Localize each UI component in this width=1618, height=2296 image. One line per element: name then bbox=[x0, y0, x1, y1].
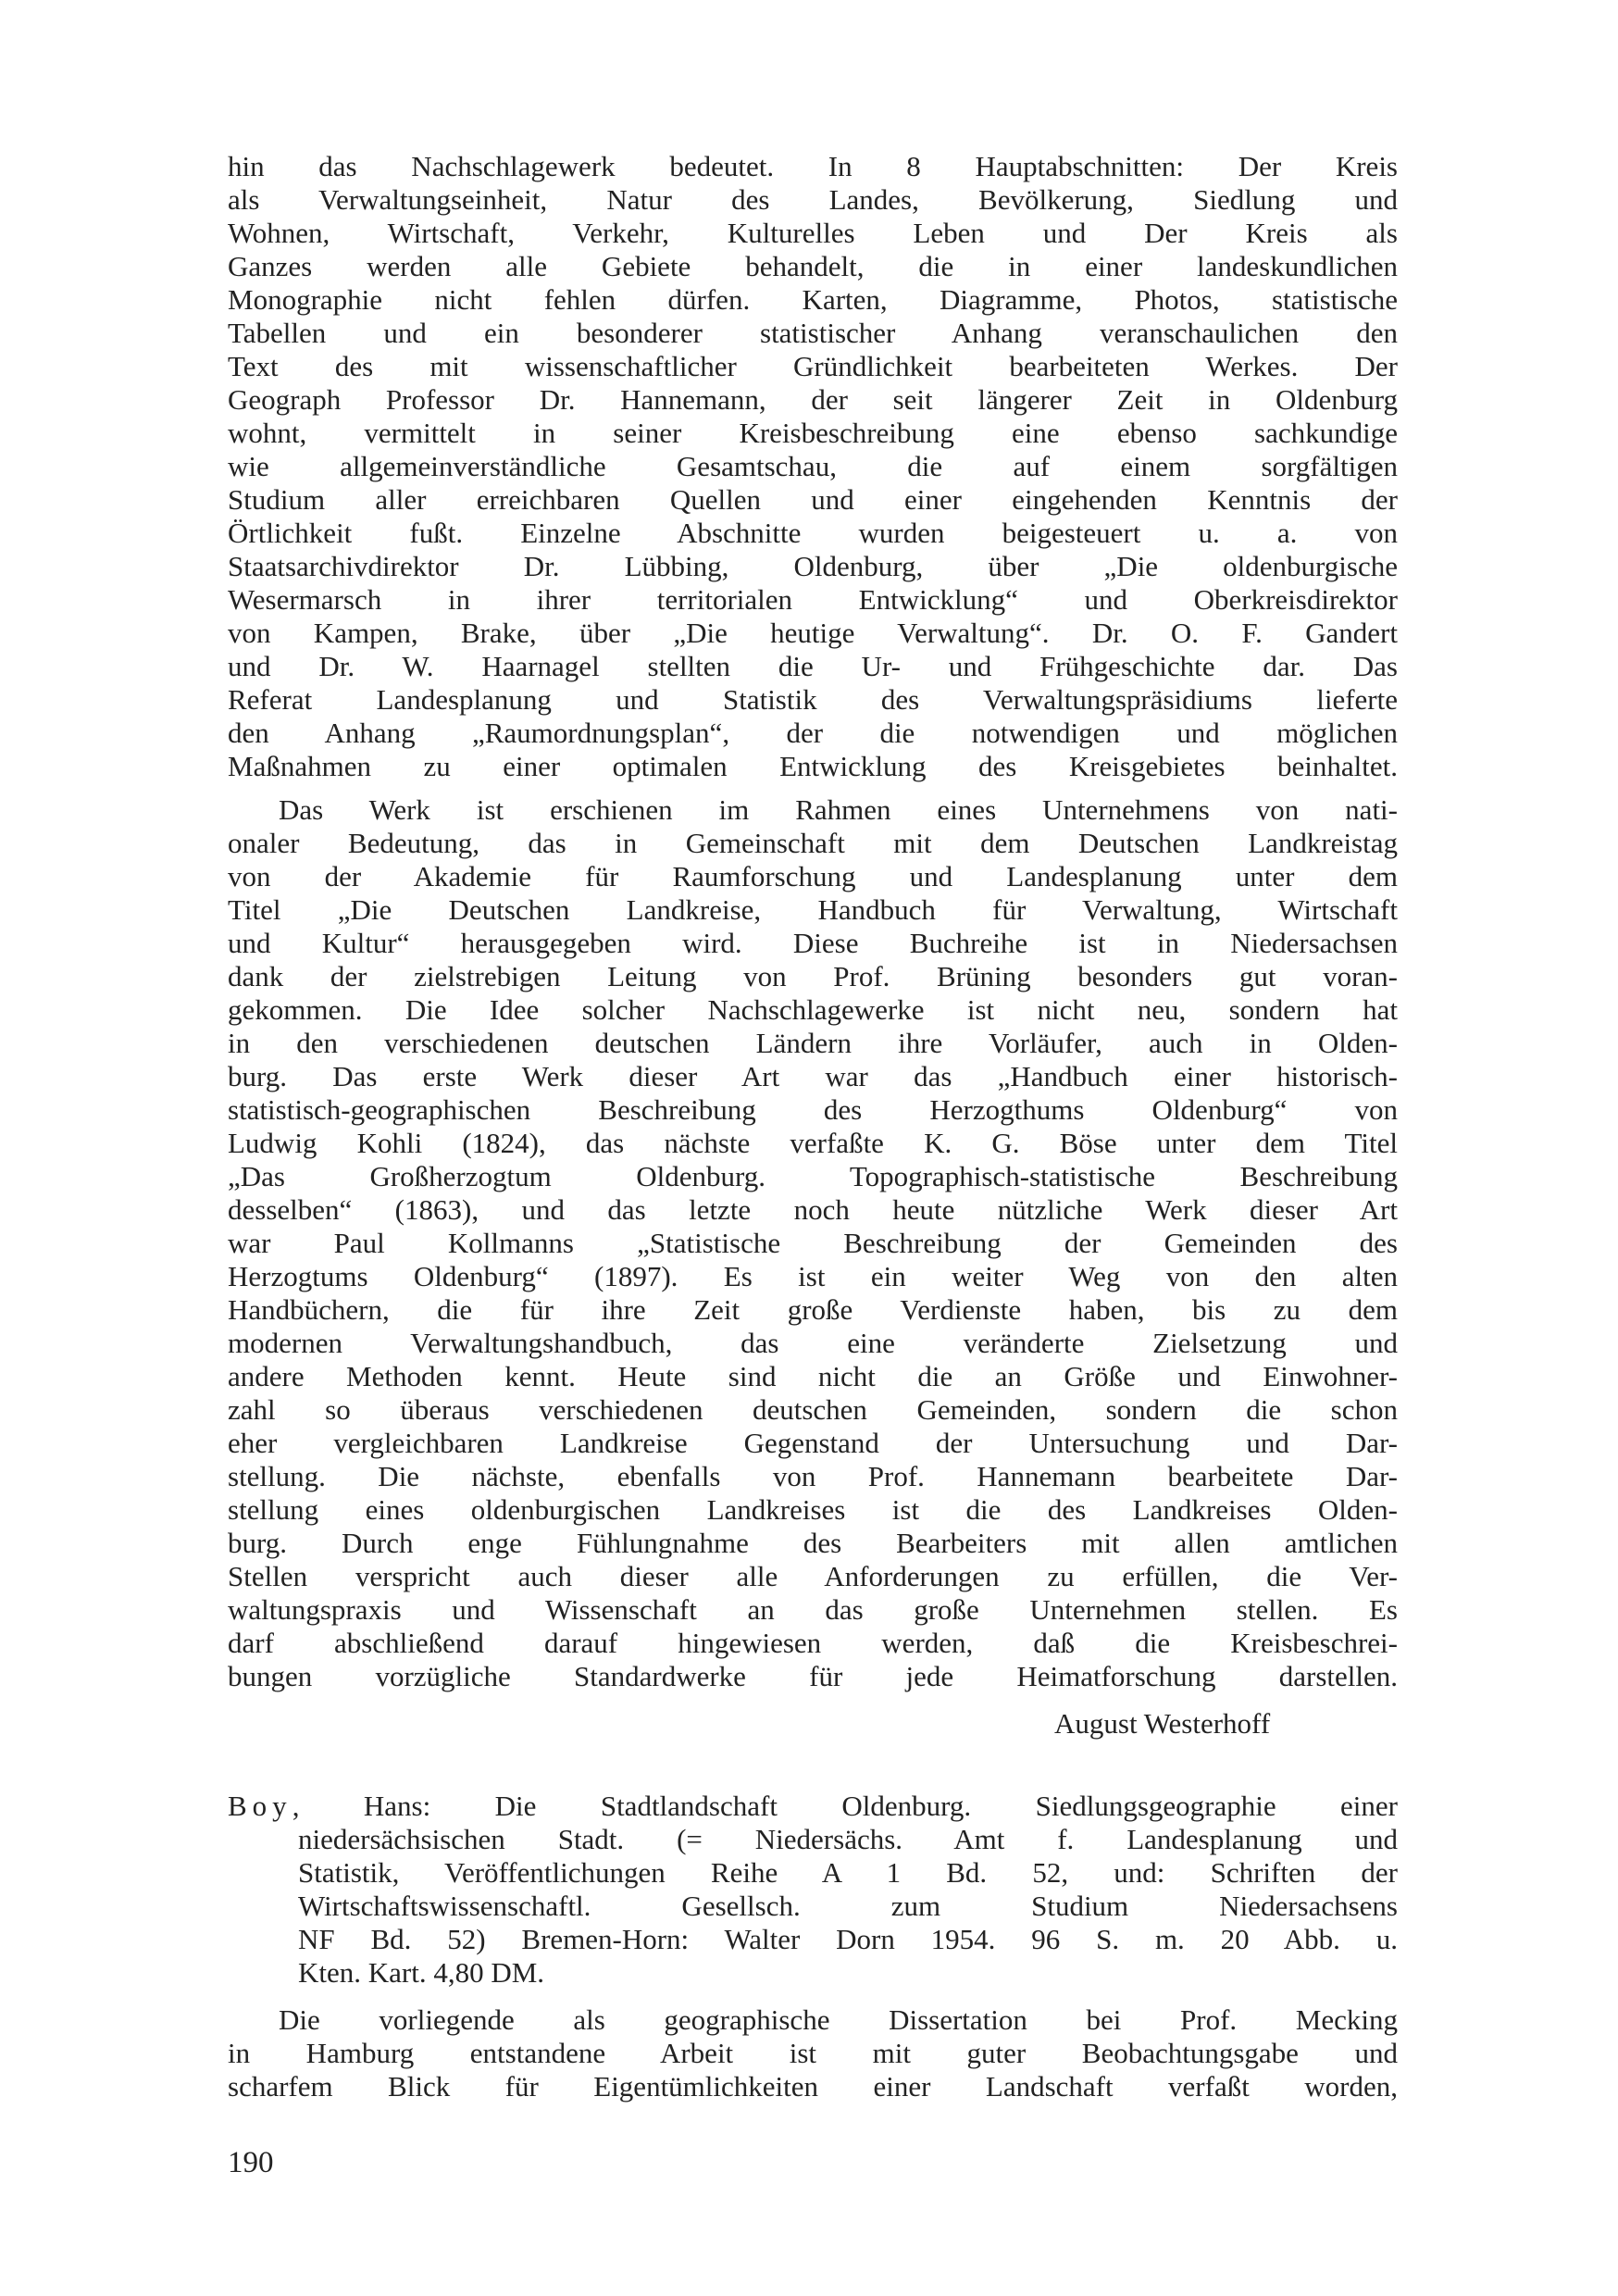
text-line: „Das Großherzogtum Oldenburg. Topographisch-statistische Beschreibung bbox=[228, 1160, 1398, 1192]
text-line: desselben“ (1863), und das letzte noch heute nützliche Werk dieser Art bbox=[228, 1193, 1398, 1226]
text-line: Kten. Kart. 4,80 DM. bbox=[298, 1956, 545, 1989]
text-line: Statistik, Veröffentlichungen Reihe A 1 Bd. 52, und: Schriften der bbox=[298, 1856, 1398, 1889]
page-number: 190 bbox=[228, 2146, 274, 2179]
text-line: eher vergleichbaren Landkreise Gegenstand der Untersuchung und Dar- bbox=[228, 1427, 1398, 1459]
text-line: zahl so überaus verschiedenen deutschen Gemeinden, sondern die schon bbox=[228, 1393, 1398, 1426]
text-line: von der Akademie für Raumforschung und Landesplanung unter dem bbox=[228, 860, 1398, 892]
text-line: darf abschließend darauf hingewiesen werden, daß die Kreisbeschrei- bbox=[228, 1627, 1398, 1659]
text-line: als Verwaltungseinheit, Natur des Landes, Bevölkerung, Siedlung und bbox=[228, 183, 1398, 216]
text-line: war Paul Kollmanns „Statistische Beschreibung der Gemeinden des bbox=[228, 1227, 1398, 1259]
text-line: Titel „Die Deutschen Landkreise, Handbuch für Verwaltung, Wirtschaft bbox=[228, 893, 1398, 926]
text-line: Tabellen und ein besonderer statistischer Anhang veranschaulichen den bbox=[228, 317, 1398, 349]
bibliography-entry bbox=[228, 1790, 1398, 1990]
text-line: Örtlichkeit fußt. Einzelne Abschnitte wurden beigesteuert u. a. von bbox=[228, 517, 1398, 549]
text-line: und Kultur“ herausgegeben wird. Diese Buchreihe ist in Niedersachsen bbox=[228, 927, 1398, 959]
text-line: Studium aller erreichbaren Quellen und einer eingehenden Kenntnis der bbox=[228, 483, 1398, 516]
text-line: Staatsarchivdirektor Dr. Lübbing, Oldenburg, über „Die oldenburgische bbox=[228, 550, 1398, 582]
text-line: modernen Verwaltungshandbuch, das eine veränderte Zielsetzung und bbox=[228, 1327, 1398, 1359]
text-line: Referat Landesplanung und Statistik des Verwaltungspräsidiums lieferte bbox=[228, 683, 1398, 716]
text-line: burg. Das erste Werk dieser Art war das „Handbuch einer historisch- bbox=[228, 1060, 1398, 1092]
review-paragraph-2 bbox=[228, 793, 1398, 1693]
bibliography-title: , Hans: Die Stadtlandschaft Oldenburg. Siedlungsgeographie einer bbox=[292, 1790, 1398, 1822]
text-line: statistisch-geographischen Beschreibung des Herzogthums Oldenburg“ von bbox=[228, 1093, 1398, 1126]
text-line: Ludwig Kohli (1824), das nächste verfaßte K. G. Böse unter dem Titel bbox=[228, 1127, 1398, 1159]
review-paragraph-continuation bbox=[228, 150, 1398, 783]
text-line: Ganzes werden alle Gebiete behandelt, die in einer landeskundlichen bbox=[228, 250, 1398, 282]
text-line: NF Bd. 52) Bremen-Horn: Walter Dorn 1954. 96 S. m. 20 Abb. u. bbox=[298, 1923, 1398, 1955]
text-line: hin das Nachschlagewerk bedeutet. In 8 Hauptabschnitten: Der Kreis bbox=[228, 150, 1398, 182]
text-line: niedersächsischen Stadt. (= Niedersächs. Amt f. Landesplanung und bbox=[298, 1823, 1398, 1855]
text-line: Das Werk ist erschienen im Rahmen eines Unternehmens von nati- bbox=[279, 793, 1398, 826]
text-line: Herzogtums Oldenburg“ (1897). Es ist ein weiter Weg von den alten bbox=[228, 1260, 1398, 1292]
text-line: von Kampen, Brake, über „Die heutige Verwaltung“. Dr. O. F. Gandert bbox=[228, 617, 1398, 649]
text-line: Monographie nicht fehlen dürfen. Karten, Diagramme, Photos, statistische bbox=[228, 283, 1398, 316]
text-line: bungen vorzügliche Standardwerke für jede Heimatforschung darstellen. bbox=[228, 1660, 1398, 1692]
text-line: Wohnen, Wirtschaft, Verkehr, Kulturelles Leben und Der Kreis als bbox=[228, 217, 1398, 249]
text-line: andere Methoden kennt. Heute sind nicht die an Größe und Einwohner- bbox=[228, 1360, 1398, 1392]
text-line: Stellen verspricht auch dieser alle Anforderungen zu erfüllen, die Ver- bbox=[228, 1560, 1398, 1592]
text-line: onaler Bedeutung, das in Gemeinschaft mit dem Deutschen Landkreistag bbox=[228, 827, 1398, 859]
text-line: Wirtschaftswissenschaftl. Gesellsch. zum Studium Niedersachsens bbox=[298, 1890, 1398, 1922]
text-line: waltungspraxis und Wissenschaft an das große Unternehmen stellen. Es bbox=[228, 1593, 1398, 1626]
text-line: wie allgemeinverständliche Gesamtschau, die auf einem sorgfältigen bbox=[228, 450, 1398, 482]
text-line: Geograph Professor Dr. Hannemann, der seit längerer Zeit in Oldenburg bbox=[228, 383, 1398, 416]
text-line: scharfem Blick für Eigentümlichkeiten einer Landschaft verfaßt worden, bbox=[228, 2070, 1398, 2103]
text-line: Handbüchern, die für ihre Zeit große Verdienste haben, bis zu dem bbox=[228, 1293, 1398, 1326]
text-line: burg. Durch enge Fühlungnahme des Bearbeiters mit allen amtlichen bbox=[228, 1527, 1398, 1559]
text-line: Text des mit wissenschaftlicher Gründlichkeit bearbeiteten Werkes. Der bbox=[228, 350, 1398, 382]
text-line: in Hamburg entstandene Arbeit ist mit guter Beobachtungsgabe und bbox=[228, 2037, 1398, 2069]
author-surname: Boy bbox=[228, 1790, 292, 1822]
review-paragraph-3 bbox=[228, 2003, 1398, 2103]
text-line: gekommen. Die Idee solcher Nachschlagewerke ist nicht neu, sondern hat bbox=[228, 993, 1398, 1026]
bibliography-details bbox=[228, 1823, 1398, 1990]
text-line: und Dr. W. Haarnagel stellten die Ur- und Frühgeschichte dar. Das bbox=[228, 650, 1398, 682]
review-author-signature: August Westerhoff bbox=[1054, 1707, 1271, 1740]
text-line: stellung eines oldenburgischen Landkreises ist die des Landkreises Olden- bbox=[228, 1493, 1398, 1526]
text-line: in den verschiedenen deutschen Ländern ihre Vorläufer, auch in Olden- bbox=[228, 1027, 1398, 1059]
text-line: Wesermarsch in ihrer territorialen Entwicklung“ und Oberkreisdirektor bbox=[228, 583, 1398, 616]
text-line: den Anhang „Raumordnungsplan“, der die notwendigen und möglichen bbox=[228, 717, 1398, 749]
text-line: dank der zielstrebigen Leitung von Prof. Brüning besonders gut voran- bbox=[228, 960, 1398, 992]
bibliography-first-line bbox=[228, 1790, 1398, 1823]
text-line: Maßnahmen zu einer optimalen Entwicklung des Kreisgebietes beinhaltet. bbox=[228, 750, 1398, 782]
text-line: stellung. Die nächste, ebenfalls von Prof. Hannemann bearbeitete Dar- bbox=[228, 1460, 1398, 1492]
text-line: wohnt, vermittelt in seiner Kreisbeschreibung eine ebenso sachkundige bbox=[228, 417, 1398, 449]
text-line: Die vorliegende als geographische Dissertation bei Prof. Mecking bbox=[279, 2003, 1398, 2036]
